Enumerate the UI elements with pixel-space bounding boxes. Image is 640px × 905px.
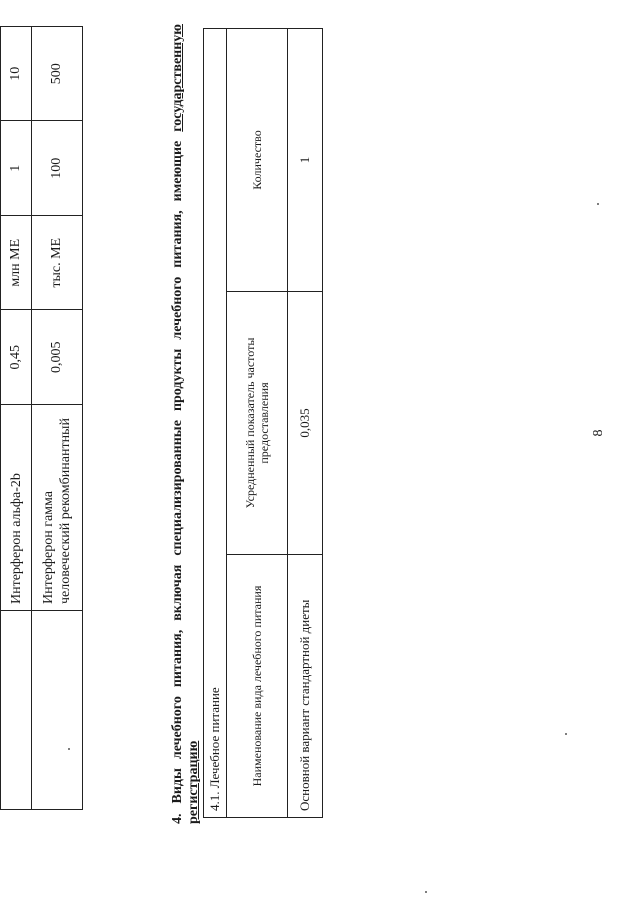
page-number: 8 [591,429,606,437]
drug-name-cell: Интерферон альфа-2b [1,405,32,611]
section-heading [170,24,202,824]
drug-unit-cell: млн МЕ [1,216,32,311]
empty-cell [32,611,83,810]
drug-unit-cell: тыс. МЕ [32,216,83,311]
section-title: Виды лечебного питания, включая специализированные продукты лечебного питания, имеющие [170,131,185,804]
table-row [1,27,32,810]
drug-frequency-cell: 0,005 [32,310,83,405]
scan-speck [68,748,70,750]
scan-speck [425,891,427,893]
drug-daily-dose-cell: 100 [32,121,83,216]
table-row [288,29,323,818]
empty-cell [1,611,32,810]
column-header-quantity: Количество [227,29,288,292]
diet-quantity-cell: 1 [288,29,323,292]
medical-nutrition-table [203,28,323,818]
section-number: 4. [170,813,185,824]
table-header-row [227,29,288,818]
drug-daily-dose-cell: 1 [1,121,32,216]
drug-course-dose-cell: 10 [1,27,32,122]
diet-name-cell: Основной вариант стандартной диеты [288,555,323,818]
scan-speck [597,203,599,205]
drug-frequency-cell: 0,45 [1,310,32,405]
column-header-name: Наименование вида лечебного питания [227,555,288,818]
section-title-underlined: государственную регистрацию [170,24,201,824]
diet-frequency-cell: 0,035 [288,292,323,555]
drug-course-dose-cell: 500 [32,27,83,122]
drug-name-cell: Интерферон гамма человеческий рекомбинантный [32,405,83,611]
table-row [32,27,83,810]
column-header-frequency: Усредненный показатель частоты предоставления [227,292,288,555]
table-subheader-row [204,29,227,818]
scan-speck [565,733,567,735]
drug-dosage-table-continuation [0,26,83,810]
subsection-title: 4.1. Лечебное питание [204,29,227,818]
